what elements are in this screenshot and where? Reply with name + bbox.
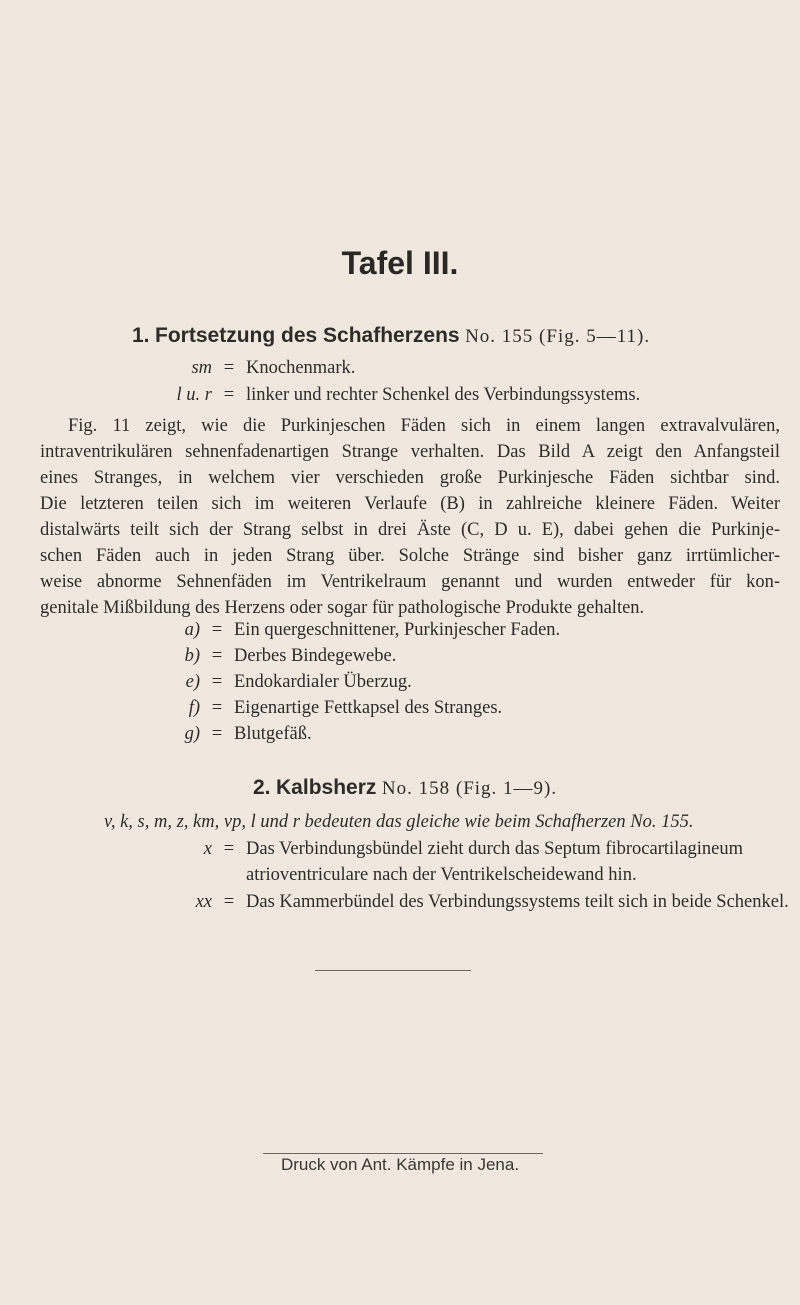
legend-text: Das Kammerbündel des Verbindungssystems teilt sich in beide Schenkel. [246,892,789,912]
section1-title: Fortsetzung des Schafherzens [155,324,460,347]
legend-symbol: x [203,839,212,859]
legend-text: Das Verbindungsbündel zieht durch das Septum fibrocartilagineum [246,839,743,859]
section1-paragraph [40,413,780,621]
item-text: Endokardialer Überzug. [234,672,412,692]
section2-title: Kalbsherz [276,776,377,799]
section1-ref: No. 155 (Fig. 5—11). [465,326,651,347]
legend-symbol: sm [191,358,212,378]
figure-item [168,698,502,719]
intro-text: v, k, s, m, z, km, vp, l und r bedeuten das gleiche wie beim Schafherzen No. 155. [104,812,694,832]
equals-sign: = [223,385,235,405]
printer-imprint: Druck von Ant. Kämpfe in Jena. [280,1155,520,1174]
legend-text-continued: atrioventriculare nach der Ventrikelscheidewand hin. [246,865,637,885]
section2-ref: No. 158 (Fig. 1—9). [381,778,558,799]
figure-item [168,724,312,745]
item-symbol: g) [184,724,200,744]
legend-row [168,358,355,379]
paragraph-line: intraventrikulären sehnenfadenartigen Strange verhalten. Das Bild A zeigt den Anfangsteil [40,442,780,462]
item-symbol: b) [184,646,200,666]
legend-row [168,892,789,913]
legend-continuation [246,865,637,886]
legend-text: linker und rechter Schenkel des Verbindungssystems. [246,385,641,405]
figure-item [168,672,412,693]
divider-rule [315,970,471,971]
paragraph-line: genitale Mißbildung des Herzens oder sogar für pathologische Produkte gehalten. [40,598,645,618]
paragraph-line: weise abnorme Sehnenfäden im Ventrikelraum genannt und wurden entweder für kon- [40,572,780,592]
item-symbol: e) [185,672,200,692]
equals-sign: = [223,839,235,859]
plate-title: Tafel III. [341,245,459,281]
equals-sign: = [211,698,223,718]
item-text: Ein quergeschnittener, Purkinjescher Faden. [234,620,561,640]
equals-sign: = [211,646,223,666]
item-symbol: f) [188,698,200,718]
legend-symbol: xx [195,892,212,912]
paragraph-line: Die letzteren teilen sich im weiteren Verlaufe (B) in zahlreiche kleinere Fäden. Weiter [40,494,780,514]
legend-row [168,385,640,406]
item-text: Eigenartige Fettkapsel des Stranges. [234,698,503,718]
section2-number: 2. [253,776,271,799]
item-text: Blutgefäß. [234,724,312,744]
footer-rule [263,1153,543,1154]
paragraph-line: schen Fäden auch in jeden Strang über. Solche Stränge sind bisher ganz irrtümlicher- [40,546,780,566]
figure-item [168,646,396,667]
equals-sign: = [211,620,223,640]
figure-item [168,620,560,641]
equals-sign: = [211,672,223,692]
item-symbol: a) [184,620,200,640]
section1-heading [132,322,650,348]
equals-sign: = [211,724,223,744]
legend-row [168,839,743,860]
item-text: Derbes Bindegewebe. [234,646,397,666]
equals-sign: = [223,892,235,912]
equals-sign: = [223,358,235,378]
paragraph-line: distalwärts teilt sich der Strang selbst in drei Äste (C, D u. E), dabei gehen die Purkinje- [40,520,780,540]
paragraph-line: Fig. 11 zeigt, wie die Purkinjeschen Fäden sich in einem langen extravalvulären, [68,416,780,436]
legend-symbol: l u. r [176,385,212,405]
section2-intro [104,812,780,833]
section1-number: 1. [132,324,150,347]
legend-text: Knochenmark. [246,358,356,378]
paragraph-line: eines Stranges, in welchem vier verschieden große Purkinjesche Fäden sichtbar sind. [40,468,780,488]
section2-heading [253,774,557,800]
